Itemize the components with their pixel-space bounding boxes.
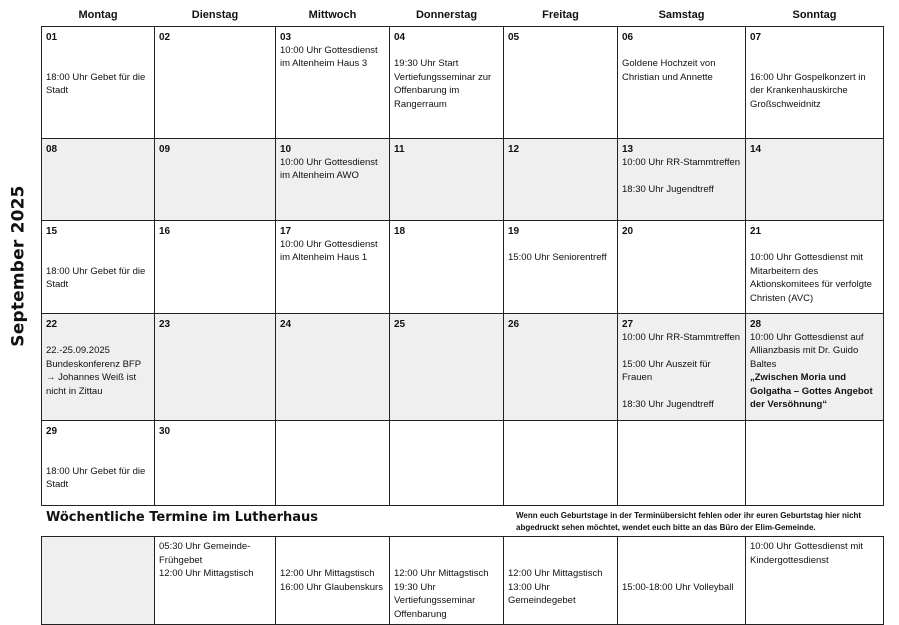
week-row (42, 220, 884, 313)
weekday-header: Donnerstag (415, 8, 478, 21)
day-cell (504, 420, 618, 505)
event-text: 10:00 Uhr Gottesdienst im Altenheim Haus 3 (280, 44, 378, 69)
day-cell (155, 313, 276, 420)
weekly-cell (42, 537, 155, 625)
week-row (42, 420, 884, 505)
day-cell (504, 313, 618, 420)
weekday-header: Freitag (542, 8, 579, 21)
event-text (46, 438, 150, 452)
event-text: 22.-25.09.2025 Bundeskonferenz BFP → Johannes Weiß ist nicht in Zittau (46, 345, 141, 397)
day-number: 28 (750, 318, 762, 330)
day-number: 23 (159, 318, 171, 330)
event-text (46, 57, 150, 71)
weekly-event-text: 19:30 Uhr Vertiefungsseminar Offenbarung (394, 581, 476, 620)
weekly-cell (155, 537, 276, 625)
weekly-grid (41, 536, 884, 625)
event-text: 15:00 Uhr Seniorentreff (508, 252, 607, 263)
event-text: Goldene Hochzeit von Christian und Annette (622, 58, 716, 83)
week-row (42, 26, 884, 138)
day-cell (746, 138, 884, 220)
weekly-event-text (508, 540, 613, 554)
day-cell (155, 220, 276, 313)
day-cell (42, 138, 155, 220)
day-number: 10 (280, 143, 292, 155)
day-number: 09 (159, 143, 171, 155)
day-cell (276, 26, 390, 138)
event-text: 15:00 Uhr Auszeit für Frauen (622, 358, 711, 383)
day-cell (746, 220, 884, 313)
event-text (750, 238, 879, 252)
day-cell (155, 26, 276, 138)
weekly-cell (276, 537, 390, 625)
day-cell (390, 420, 504, 505)
event-text: 10:00 Uhr RR-Stammtreffen (622, 331, 741, 343)
event-text (750, 57, 879, 71)
weekly-section-title: Wöchentliche Termine im Lutherhaus (46, 510, 319, 525)
event-text (622, 169, 741, 183)
event-text (46, 331, 150, 345)
day-number: 11 (394, 143, 405, 155)
birthday-note: Wenn euch Geburtstage in der Terminübersicht fehlen oder ihr euren Geburtstag hier nicht abgedruckt sehen möchtet, wendet euch bitte an das Büro der Elim-Gemeinde. (516, 511, 862, 532)
day-number: 06 (622, 31, 634, 43)
weekly-event-text: 12:00 Uhr Mittagstisch (508, 568, 603, 579)
day-number: 04 (394, 31, 406, 43)
weekly-event-text (622, 540, 741, 554)
day-cell (618, 220, 746, 313)
weekly-event-text: 10:00 Uhr Gottesdienst mit Kindergottesdienst (750, 541, 863, 566)
event-text: 10:00 Uhr RR-Stammtreffen (622, 156, 741, 168)
event-text: 10:00 Uhr Gottesdienst im Altenheim AWO (280, 156, 378, 181)
event-text: 16:00 Uhr Gospelkonzert in der Krankenhauskirche Großschweidnitz (750, 71, 866, 110)
event-text (46, 451, 150, 465)
day-number: 20 (622, 225, 634, 237)
day-cell (155, 420, 276, 505)
day-number: 25 (394, 318, 406, 330)
event-text: 18:00 Uhr Gebet für die Stadt (46, 71, 146, 96)
day-number: 19 (508, 225, 520, 237)
day-number: 26 (508, 318, 520, 330)
weekday-header: Montag (78, 8, 118, 21)
day-number: 12 (508, 143, 520, 155)
day-number: 03 (280, 31, 292, 43)
weekday-header: Sonntag (792, 8, 837, 21)
day-number: 29 (46, 425, 58, 437)
day-cell (390, 26, 504, 138)
event-text (622, 44, 741, 58)
weekly-event-text (280, 554, 385, 568)
day-number: 15 (46, 225, 58, 237)
weekly-event-text (622, 567, 741, 581)
day-cell (276, 313, 390, 420)
day-number: 01 (46, 31, 58, 43)
month-title-container (4, 26, 34, 506)
event-text (750, 44, 879, 58)
weekly-cell (390, 537, 504, 625)
weekly-event-text (508, 554, 613, 568)
event-text: 18:00 Uhr Gebet für die Stadt (46, 265, 146, 290)
day-number: 21 (750, 225, 762, 237)
day-cell (746, 420, 884, 505)
event-text: 10:00 Uhr Gottesdienst mit Mitarbeitern des Aktionskomitees für verfolgte Christen (AVC) (750, 252, 872, 304)
day-cell (42, 26, 155, 138)
weekday-header: Samstag (658, 8, 705, 21)
event-text (46, 251, 150, 265)
day-cell (42, 313, 155, 420)
event-text: 18:00 Uhr Gebet für die Stadt (46, 465, 146, 490)
day-cell (618, 26, 746, 138)
day-cell (276, 138, 390, 220)
event-text: 19:30 Uhr Start Vertiefungsseminar zur Offenbarung im Rangerraum (394, 58, 492, 110)
day-cell (42, 220, 155, 313)
day-number: 07 (750, 31, 762, 43)
event-text (394, 44, 499, 58)
day-number: 30 (159, 425, 171, 437)
day-number: 02 (159, 31, 171, 43)
event-text: 18:30 Uhr Jugendtreff (622, 399, 714, 410)
event-text: 10:00 Uhr Gottesdienst im Altenheim Haus 1 (280, 238, 378, 263)
day-number: 24 (280, 318, 292, 330)
weekday-header: Mittwoch (308, 8, 357, 21)
day-cell (504, 220, 618, 313)
week-row (42, 138, 884, 220)
weekly-event-text (280, 540, 385, 554)
event-text (46, 238, 150, 252)
event-text (622, 344, 741, 358)
week-row (42, 313, 884, 420)
day-cell (618, 420, 746, 505)
day-cell (390, 313, 504, 420)
weekly-cell (746, 537, 884, 625)
day-number: 14 (750, 143, 762, 155)
day-number: 27 (622, 318, 634, 330)
event-text (46, 44, 150, 58)
weekday-header: Dienstag (191, 8, 239, 21)
day-cell (276, 220, 390, 313)
day-cell (504, 138, 618, 220)
day-number: 05 (508, 31, 520, 43)
weekly-event-text (394, 540, 499, 554)
weekly-row (42, 537, 884, 625)
day-cell (618, 313, 746, 420)
weekly-event-text (622, 554, 741, 568)
day-number: 17 (280, 225, 292, 237)
day-cell (42, 420, 155, 505)
weekly-cell (504, 537, 618, 625)
weekly-event-text: 12:00 Uhr Mittagstisch (280, 568, 375, 579)
weekly-event-text: 12:00 Uhr Mittagstisch (394, 568, 489, 579)
weekly-cell (618, 537, 746, 625)
weekly-event-text: 05:30 Uhr Gemeinde-Frühgebet (159, 541, 251, 566)
weekday-header-row (42, 4, 884, 26)
weekly-event-text: 15:00-18:00 Uhr Volleyball (622, 581, 734, 593)
weekly-event-text: 12:00 Uhr Mittagstisch (159, 568, 254, 579)
day-cell (618, 138, 746, 220)
day-cell (155, 138, 276, 220)
day-number: 13 (622, 143, 634, 155)
weekly-event-text: 13:00 Uhr Gemeindegebet (508, 581, 576, 606)
weekly-event-text (394, 554, 499, 568)
day-cell (746, 26, 884, 138)
day-cell (390, 220, 504, 313)
day-cell (390, 138, 504, 220)
event-text (508, 238, 613, 252)
event-title-bold: „Zwischen Moria und Golgatha – Gottes Angebot der Versöhnung“ (750, 372, 873, 410)
day-number: 18 (394, 225, 406, 237)
calendar-grid (41, 4, 884, 506)
day-number: 08 (46, 143, 58, 155)
event-text: 18:30 Uhr Jugendtreff (622, 183, 714, 195)
weekly-event-text: 16:00 Uhr Glaubenskurs (280, 581, 383, 593)
day-cell (504, 26, 618, 138)
day-number: 22 (46, 318, 58, 330)
event-text: 10:00 Uhr Gottesdienst auf Allianzbasis mit Dr. Guido Baltes (750, 331, 864, 370)
event-text (622, 385, 741, 399)
day-number: 16 (159, 225, 171, 237)
day-cell (746, 313, 884, 420)
month-title: September 2025 (9, 185, 29, 347)
day-cell (276, 420, 390, 505)
